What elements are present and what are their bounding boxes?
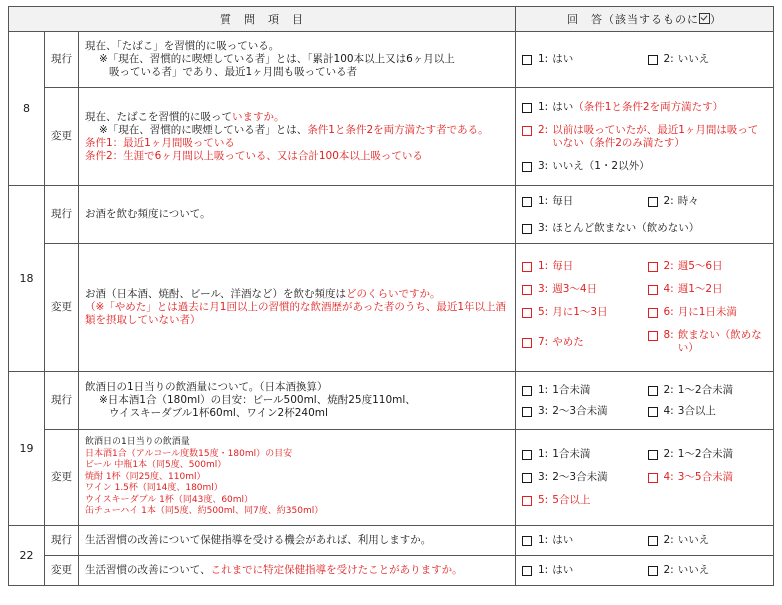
option-number: 1: [538, 100, 549, 113]
checkbox-icon[interactable] [522, 55, 532, 65]
question-text [79, 88, 516, 186]
answer-options [516, 32, 774, 88]
question-line [85, 407, 509, 420]
option-label-fragment: はい [552, 564, 574, 576]
question-text-fragment: 吸っている者」であり、最近1ヶ月間も吸っている者 [109, 66, 358, 78]
table-row [9, 244, 774, 372]
answer-header [516, 7, 774, 32]
checkbox-icon[interactable] [648, 536, 658, 546]
answer-option[interactable] [522, 494, 642, 507]
answer-option[interactable] [522, 471, 642, 484]
answer-option[interactable] [522, 160, 767, 173]
option-number: 5: [538, 306, 549, 318]
question-text-fragment: ※「現在、習慣的に喫煙している者」とは、「累計100本以上又は6ヶ月以上 [99, 53, 455, 65]
option-number: 2: [663, 534, 674, 546]
question-line [85, 137, 509, 150]
question-text-fragment: ウイスキーダブル 1杯（同43度、60ml） [85, 494, 254, 505]
option-number: 3: [538, 471, 549, 483]
option-number: 1: [538, 53, 549, 65]
option-number: 1: [538, 448, 549, 460]
answer-option[interactable] [522, 534, 642, 547]
answer-option[interactable] [522, 283, 642, 296]
checkbox-icon[interactable] [522, 262, 532, 272]
question-line [85, 449, 509, 461]
option-number: 1: [538, 383, 549, 396]
question-line [85, 437, 509, 449]
question-text-fragment: 飲酒日の1日当りの飲酒量について。（日本酒換算） [85, 381, 328, 393]
kind-label-change: 変更 [45, 430, 79, 526]
checkbox-icon[interactable] [522, 285, 532, 295]
question-text-fragment: 条件2：生涯で6ヶ月間以上吸っている、又は合計100本以上吸っている [85, 149, 423, 162]
option-label [678, 329, 767, 355]
answer-options [516, 88, 774, 186]
option-label-fragment: はい [552, 100, 574, 113]
answer-option[interactable] [648, 53, 768, 66]
option-label [552, 283, 641, 296]
answer-options [516, 526, 774, 556]
option-label [552, 448, 641, 461]
question-text-fragment: 生活習慣の改善について保健指導を受ける機会があれば、利用しますか。 [85, 534, 432, 546]
option-list [522, 101, 767, 173]
option-label [678, 283, 767, 296]
kind-label-current: 現行 [45, 372, 79, 430]
table-row [9, 372, 774, 430]
option-label-fragment: 2〜3合未満 [552, 471, 608, 483]
question-text-fragment: お酒を飲む頻度について。 [85, 208, 211, 220]
answer-option[interactable] [648, 260, 768, 273]
option-number: 3: [538, 404, 549, 417]
kind-label-change: 変更 [45, 88, 79, 186]
option-list [522, 53, 767, 66]
answer-option[interactable] [522, 384, 642, 397]
answer-option[interactable] [522, 336, 642, 349]
question-text-fragment: ※日本酒1合（180ml）の目安：ビール500ml、焼酎25度110ml、 [99, 394, 416, 406]
question-line [85, 40, 509, 53]
option-number: 1: [538, 534, 549, 546]
option-label-fragment: 月に1日未満 [677, 306, 737, 318]
answer-option[interactable] [522, 405, 642, 418]
option-label-fragment: 3〜5合未満 [677, 471, 734, 483]
option-label [552, 101, 767, 114]
option-number: 4: [663, 471, 674, 483]
question-line [85, 111, 509, 124]
question-line [85, 288, 509, 301]
question-text-fragment: 缶チューハイ 1本（同5度、約500ml、同7度、約350ml） [85, 506, 324, 517]
answer-option[interactable] [648, 471, 768, 484]
option-label-fragment: 時々 [677, 194, 699, 207]
question-text-fragment: ※「現在、習慣的に喫煙している者」とは、 [99, 123, 308, 136]
question-text-fragment: 焼酎 1杯（同25度、110ml） [85, 471, 206, 482]
answer-option[interactable] [648, 448, 768, 461]
question-text [79, 186, 516, 244]
checkbox-icon[interactable] [522, 338, 532, 348]
answer-option[interactable] [522, 101, 767, 114]
answer-option[interactable] [648, 283, 768, 296]
option-label [552, 222, 767, 235]
question-text-fragment: お酒（日本酒、焼酎、ビール、洋酒など）を飲む頻度は [85, 288, 347, 300]
checkbox-icon[interactable] [648, 566, 658, 576]
option-label [552, 471, 641, 484]
answer-options [516, 244, 774, 372]
option-number: 2: [538, 123, 549, 136]
option-label [552, 124, 767, 150]
answer-option[interactable] [648, 384, 768, 397]
option-label [552, 160, 767, 173]
checkbox-icon[interactable] [522, 308, 532, 318]
option-number: 3: [538, 283, 549, 295]
answer-header-suffix: ） [710, 12, 722, 26]
question-text [79, 372, 516, 430]
option-number: 2: [663, 564, 674, 576]
question-header: 質 問 項 目 [9, 7, 516, 32]
question-text [79, 32, 516, 88]
option-label-fragment: いいえ（1・2以外） [552, 159, 650, 172]
question-line [85, 381, 509, 394]
option-label-fragment: はい [552, 534, 574, 546]
option-label-fragment: いいえ [677, 534, 710, 546]
option-label-fragment: 2〜3合未満 [552, 404, 608, 417]
option-list [522, 534, 767, 547]
option-label-fragment: ほとんど飲まない（飲めない） [552, 221, 700, 234]
option-label-fragment: 毎日 [552, 194, 574, 207]
question-text-fragment: 現在、「たばこ」を習慣的に吸っている。 [85, 40, 280, 52]
option-number: 4: [663, 283, 674, 295]
option-list [522, 384, 767, 418]
option-label-fragment: 1〜2合未満 [677, 383, 734, 396]
checkbox-icon[interactable] [522, 496, 532, 506]
option-label-fragment: 月に1〜3日 [552, 306, 608, 318]
option-label-fragment: 以前は吸っていたが、最近1ヶ月間は吸っていない（条件2のみ満たす） [552, 123, 759, 149]
kind-label-current: 現行 [45, 186, 79, 244]
option-list [522, 564, 767, 577]
question-text-fragment: いますか。 [232, 110, 285, 123]
option-label-fragment: 5合以上 [552, 494, 591, 506]
option-number: 1: [538, 564, 549, 576]
option-label-fragment: 飲まない（飲めない） [677, 329, 762, 354]
question-number: 19 [9, 372, 45, 526]
option-label [552, 336, 641, 349]
option-label-fragment: 1合未満 [552, 448, 591, 460]
answer-option[interactable] [648, 564, 768, 577]
checkbox-check-icon [699, 13, 710, 24]
option-label [552, 53, 641, 66]
answer-option[interactable] [522, 306, 642, 319]
question-line [85, 150, 509, 163]
option-number: 2: [663, 194, 674, 207]
question-text-fragment: 条件1：最近1ヶ月間吸っている [85, 136, 235, 149]
question-text-fragment: ワイン 1.5杯（同14度、180ml） [85, 483, 223, 494]
question-text [79, 244, 516, 372]
option-label [678, 564, 767, 577]
option-label [678, 534, 767, 547]
option-label [552, 405, 641, 418]
option-number: 2: [663, 260, 674, 272]
question-line [85, 66, 509, 79]
option-label [678, 260, 767, 273]
option-number: 4: [663, 404, 674, 417]
checkbox-icon[interactable] [522, 536, 532, 546]
question-line [85, 495, 509, 507]
option-label [552, 384, 641, 397]
option-number: 1: [538, 194, 549, 207]
answer-options [516, 556, 774, 586]
question-text [79, 556, 516, 586]
question-line [85, 564, 509, 577]
option-label [678, 306, 767, 319]
checkbox-icon[interactable] [648, 262, 658, 272]
checkbox-icon[interactable] [648, 308, 658, 318]
checkbox-icon[interactable] [522, 103, 532, 113]
option-number: 6: [663, 306, 674, 318]
answer-option[interactable] [522, 195, 642, 208]
option-label [678, 471, 767, 484]
table-row [9, 32, 774, 88]
checkbox-icon[interactable] [522, 473, 532, 483]
question-line [85, 124, 509, 137]
question-text-fragment: 条件1と条件2を両方満たす者である。 [307, 123, 489, 136]
option-label [678, 195, 767, 208]
option-label [678, 448, 767, 461]
checkbox-icon[interactable] [522, 224, 532, 234]
option-number: 2: [663, 53, 674, 65]
option-number: 3: [538, 221, 549, 234]
question-text-fragment: （※「やめた」とは過去に月1回以上の習慣的な飲酒歴があった者のうち、最近1年以上酒類を摂取していない者） [85, 301, 507, 326]
option-label-fragment: 1合未満 [552, 383, 591, 396]
option-label [552, 260, 641, 273]
answer-option[interactable] [648, 306, 768, 319]
checkbox-icon[interactable] [522, 126, 532, 136]
option-label-fragment: 週5〜6日 [677, 260, 723, 272]
checkbox-icon[interactable] [648, 55, 658, 65]
answer-options [516, 430, 774, 526]
questionnaire-comparison-table [8, 6, 774, 586]
table-header-row [9, 7, 774, 32]
option-label [552, 564, 641, 577]
option-label [552, 195, 641, 208]
option-number: 1: [538, 260, 549, 272]
checkbox-icon[interactable] [648, 285, 658, 295]
answer-option[interactable] [648, 329, 768, 355]
answer-option[interactable] [522, 222, 767, 235]
option-label-fragment: いいえ [677, 564, 710, 576]
option-number: 7: [538, 335, 549, 348]
option-label-fragment: 1〜2合未満 [677, 448, 734, 460]
option-number: 8: [663, 329, 674, 341]
option-number: 5: [538, 494, 549, 506]
option-list [522, 195, 767, 235]
option-label-fragment: 週3〜4日 [552, 283, 598, 295]
option-number: 3: [538, 159, 549, 172]
answer-option[interactable] [522, 53, 642, 66]
table-row [9, 88, 774, 186]
checkbox-icon[interactable] [522, 162, 532, 172]
answer-option[interactable] [522, 260, 642, 273]
question-text-fragment: これまでに特定保健指導を受けたことがありますか。 [210, 564, 463, 576]
option-label-fragment: 週1〜2日 [677, 283, 723, 295]
question-text-fragment: 日本酒1合（アルコール度数15度・180ml）の目安 [85, 448, 293, 459]
question-line [85, 460, 509, 472]
table-row [9, 556, 774, 586]
question-line [85, 483, 509, 495]
option-label-fragment: いいえ [677, 53, 710, 65]
kind-label-current: 現行 [45, 526, 79, 556]
option-label [552, 534, 641, 547]
question-line [85, 534, 509, 547]
option-list [522, 448, 767, 507]
option-label-fragment: 3合以上 [677, 404, 716, 417]
option-label [552, 306, 641, 319]
checkbox-icon[interactable] [648, 197, 658, 207]
answer-header-prefix: 回 答（該当するものに [567, 12, 699, 26]
option-list [522, 260, 767, 355]
option-number: 2: [663, 448, 674, 460]
option-label-fragment: やめた [552, 335, 584, 348]
answer-options [516, 186, 774, 244]
option-label [678, 53, 767, 66]
question-text-fragment: ビール 中瓶1本（同5度、500ml） [85, 460, 227, 471]
checkbox-icon[interactable] [522, 197, 532, 207]
checkbox-icon[interactable] [648, 331, 658, 341]
option-label-fragment: （条件1と条件2を両方満たす） [573, 100, 724, 113]
answer-option[interactable] [648, 534, 768, 547]
question-text-fragment: ウイスキーダブル1杯60ml、ワイン2杯240ml [109, 407, 328, 419]
kind-label-change: 変更 [45, 556, 79, 586]
question-number: 22 [9, 526, 45, 586]
table-row [9, 430, 774, 526]
question-text [79, 526, 516, 556]
question-text-fragment: 飲酒日の1日当りの飲酒量 [85, 437, 190, 448]
option-label-fragment: はい [552, 53, 574, 65]
question-text [79, 430, 516, 526]
answer-option[interactable] [522, 124, 767, 150]
checkbox-icon[interactable] [648, 407, 658, 417]
question-line [85, 472, 509, 484]
checkbox-icon[interactable] [648, 450, 658, 460]
question-text-fragment: 生活習慣の改善について、 [85, 564, 211, 576]
answer-option[interactable] [522, 564, 642, 577]
checkbox-icon[interactable] [522, 566, 532, 576]
option-number: 2: [663, 383, 674, 396]
checkbox-icon[interactable] [522, 407, 532, 417]
question-number: 8 [9, 32, 45, 186]
kind-label-change: 変更 [45, 244, 79, 372]
answer-option[interactable] [522, 448, 642, 461]
question-text-fragment: どのくらいですか。 [346, 288, 441, 300]
question-line [85, 301, 509, 327]
question-line [85, 506, 509, 518]
option-label-fragment: 毎日 [552, 260, 574, 272]
question-line [85, 53, 509, 66]
table-row [9, 526, 774, 556]
answer-option[interactable] [648, 195, 768, 208]
kind-label-current: 現行 [45, 32, 79, 88]
table-row [9, 186, 774, 244]
answer-option[interactable] [648, 405, 768, 418]
checkbox-icon[interactable] [522, 450, 532, 460]
option-label [678, 384, 767, 397]
question-number: 18 [9, 186, 45, 372]
option-label [552, 494, 641, 507]
question-text-fragment: 現在、たばこを習慣的に吸って [85, 110, 232, 123]
option-label [678, 405, 767, 418]
checkbox-icon[interactable] [648, 473, 658, 483]
checkbox-icon[interactable] [648, 386, 658, 396]
answer-options [516, 372, 774, 430]
checkbox-icon[interactable] [522, 386, 532, 396]
question-line [85, 208, 509, 221]
question-line [85, 394, 509, 407]
